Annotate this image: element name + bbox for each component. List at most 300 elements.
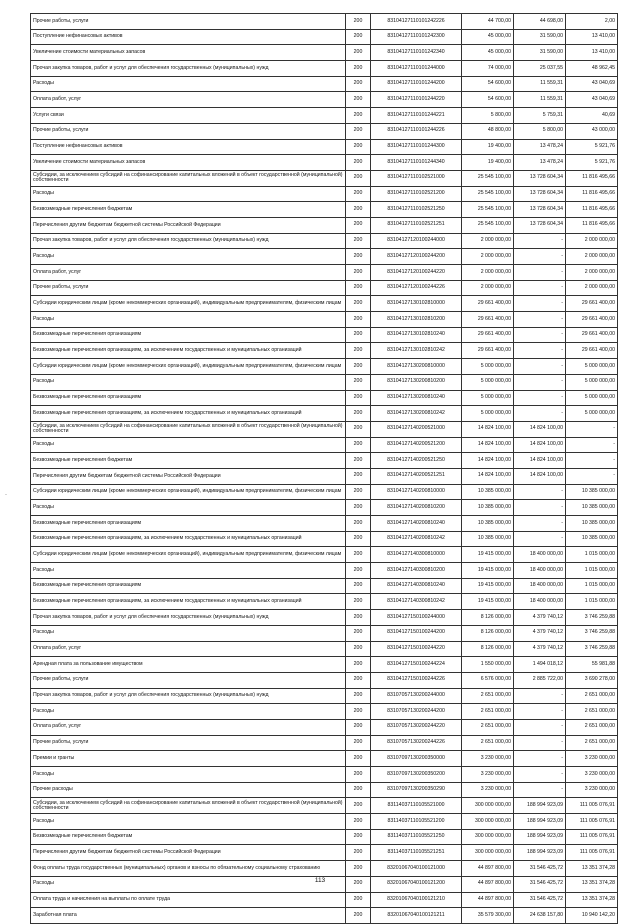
row-unexecuted: 11 816 495,66 (566, 170, 618, 186)
row-code: 200 (346, 108, 371, 124)
table-row (31, 45, 618, 61)
row-executed: 18 400 000,00 (514, 547, 566, 563)
row-executed: - (514, 406, 566, 422)
row-name: Прочие работы, услуги (31, 735, 346, 751)
row-unexecuted: 11 816 495,66 (566, 217, 618, 233)
row-code: 200 (346, 798, 371, 814)
row-kbk: 83104127140200521250 (371, 453, 462, 469)
row-kbk: 83104127120100244000 (371, 233, 462, 249)
row-approved: 300 000 000,00 (462, 845, 514, 861)
row-code: 200 (346, 296, 371, 312)
table-row (31, 798, 618, 814)
row-name: Расходы (31, 625, 346, 641)
row-executed: - (514, 688, 566, 704)
row-unexecuted: 3 746 259,88 (566, 610, 618, 626)
row-approved: 1 550 000,00 (462, 657, 514, 673)
row-kbk: 83201067040100121211 (371, 908, 462, 924)
row-name: Субсидии, за исключением субсидий на софинансирование капитальных вложений в объект государственной (муниципальной) собственности (31, 170, 346, 186)
row-approved: 5 000 000,00 (462, 359, 514, 375)
row-unexecuted: 5 000 000,00 (566, 359, 618, 375)
row-kbk: 83201067040100121210 (371, 892, 462, 908)
row-approved: 6 576 000,00 (462, 672, 514, 688)
row-code: 200 (346, 563, 371, 579)
row-executed: 4 379 740,12 (514, 641, 566, 657)
row-name: Безвозмездные перечисления бюджетам (31, 202, 346, 218)
row-name: Субсидии, за исключением субсидий на софинансирование капитальных вложений в объект государственной (муниципальной) собственности (31, 798, 346, 814)
table-row (31, 296, 618, 312)
row-code: 200 (346, 767, 371, 783)
row-name: Арендная плата за пользование имуществом (31, 657, 346, 673)
row-unexecuted: 10 385 000,00 (566, 500, 618, 516)
row-executed: - (514, 735, 566, 751)
row-unexecuted: 1 015 000,00 (566, 594, 618, 610)
table-row (31, 186, 618, 202)
row-executed: - (514, 531, 566, 547)
row-approved: 19 415 000,00 (462, 594, 514, 610)
row-kbk: 83107097130200350200 (371, 767, 462, 783)
row-unexecuted: 2 000 000,00 (566, 233, 618, 249)
row-code: 200 (346, 14, 371, 30)
row-kbk: 83104127110102521250 (371, 202, 462, 218)
row-executed: 31 590,00 (514, 29, 566, 45)
row-name: Безвозмездные перечисления бюджетам (31, 453, 346, 469)
row-executed: - (514, 484, 566, 500)
row-code: 200 (346, 719, 371, 735)
row-approved: 2 000 000,00 (462, 249, 514, 265)
table-row (31, 672, 618, 688)
row-kbk: 83104127130200810000 (371, 359, 462, 375)
row-approved: 8 126 000,00 (462, 641, 514, 657)
row-unexecuted: 48 962,45 (566, 61, 618, 77)
row-approved: 25 545 100,00 (462, 202, 514, 218)
row-code: 200 (346, 217, 371, 233)
row-name: Прочие расходы (31, 782, 346, 798)
table-row (31, 202, 618, 218)
row-kbk: 83104127120100244220 (371, 265, 462, 281)
table-body (31, 14, 618, 924)
row-code: 200 (346, 45, 371, 61)
row-code: 200 (346, 468, 371, 484)
table-row (31, 170, 618, 186)
row-unexecuted: 13 351 374,28 (566, 861, 618, 877)
row-unexecuted: 5 000 000,00 (566, 390, 618, 406)
row-executed: 188 994 923,09 (514, 829, 566, 845)
row-approved: 5 000 000,00 (462, 374, 514, 390)
row-unexecuted: 5 000 000,00 (566, 406, 618, 422)
table-row (31, 625, 618, 641)
row-name: Прочая закупка товаров, работ и услуг для обеспечения государственных (муниципальных) нужд (31, 610, 346, 626)
row-approved: 10 385 000,00 (462, 484, 514, 500)
row-name: Расходы (31, 76, 346, 92)
row-approved: 2 651 000,00 (462, 688, 514, 704)
row-code: 200 (346, 92, 371, 108)
row-name: Расходы (31, 249, 346, 265)
row-kbk: 83114037110105521200 (371, 814, 462, 830)
row-code: 200 (346, 829, 371, 845)
row-approved: 74 000,00 (462, 61, 514, 77)
row-code: 200 (346, 876, 371, 892)
row-unexecuted: 2 651 000,00 (566, 735, 618, 751)
row-kbk: 83104127140200810242 (371, 531, 462, 547)
row-code: 200 (346, 327, 371, 343)
row-kbk: 83104127130200810242 (371, 406, 462, 422)
row-executed: 188 994 923,09 (514, 845, 566, 861)
table-row (31, 249, 618, 265)
row-name: Оплата работ, услуг (31, 265, 346, 281)
row-kbk: 83104127140300810000 (371, 547, 462, 563)
row-unexecuted: 1 015 000,00 (566, 578, 618, 594)
table-row (31, 108, 618, 124)
row-executed: 31 546 425,72 (514, 876, 566, 892)
row-approved: 2 000 000,00 (462, 265, 514, 281)
row-approved: 8 126 000,00 (462, 625, 514, 641)
row-approved: 300 000 000,00 (462, 798, 514, 814)
row-code: 200 (346, 421, 371, 437)
row-name: Оплата работ, услуг (31, 92, 346, 108)
row-unexecuted: - (566, 421, 618, 437)
row-approved: 45 000,00 (462, 29, 514, 45)
row-kbk: 83107097130200350290 (371, 782, 462, 798)
table-row (31, 92, 618, 108)
row-approved: 44 897 800,00 (462, 861, 514, 877)
row-kbk: 83104127130200810200 (371, 374, 462, 390)
row-approved: 2 651 000,00 (462, 704, 514, 720)
table-row (31, 719, 618, 735)
row-approved: 2 651 000,00 (462, 719, 514, 735)
row-kbk: 83107097130200350000 (371, 751, 462, 767)
row-executed: - (514, 719, 566, 735)
row-unexecuted: 43 040,69 (566, 76, 618, 92)
row-code: 200 (346, 155, 371, 171)
table-row (31, 845, 618, 861)
row-code: 200 (346, 170, 371, 186)
row-kbk: 83104127120100244226 (371, 280, 462, 296)
row-unexecuted: 2 000 000,00 (566, 280, 618, 296)
row-kbk: 83104127130200810240 (371, 390, 462, 406)
row-unexecuted: 13 410,00 (566, 29, 618, 45)
row-unexecuted: 2 651 000,00 (566, 688, 618, 704)
row-unexecuted: 3 746 259,88 (566, 625, 618, 641)
row-unexecuted: 10 940 142,20 (566, 908, 618, 924)
row-name: Перечисления другим бюджетам бюджетной системы Российской Федерации (31, 468, 346, 484)
row-unexecuted: 5 000 000,00 (566, 374, 618, 390)
row-executed: 14 824 100,00 (514, 437, 566, 453)
row-name: Субсидии юридическим лицам (кроме некоммерческих организаций), индивидуальным предпринимателям, физическим лицам (31, 296, 346, 312)
row-code: 200 (346, 374, 371, 390)
table-row (31, 861, 618, 877)
row-approved: 5 800,00 (462, 108, 514, 124)
row-executed: 11 559,31 (514, 92, 566, 108)
row-approved: 2 000 000,00 (462, 280, 514, 296)
row-name: Субсидии юридическим лицам (кроме некоммерческих организаций), индивидуальным предпринимателям, физическим лицам (31, 359, 346, 375)
row-kbk: 83104127150100244220 (371, 641, 462, 657)
row-executed: 25 037,55 (514, 61, 566, 77)
table-row (31, 343, 618, 359)
row-kbk: 83104127110101244226 (371, 123, 462, 139)
table-row (31, 641, 618, 657)
row-name: Субсидии юридическим лицам (кроме некоммерческих организаций), индивидуальным предпринимателям, физическим лицам (31, 484, 346, 500)
row-kbk: 83104127140300810240 (371, 578, 462, 594)
row-unexecuted: 2,00 (566, 14, 618, 30)
row-unexecuted: 2 000 000,00 (566, 265, 618, 281)
table-row (31, 468, 618, 484)
row-executed: 14 824 100,00 (514, 421, 566, 437)
row-approved: 300 000 000,00 (462, 829, 514, 845)
table-row (31, 265, 618, 281)
row-code: 200 (346, 312, 371, 328)
row-name: Оплата труда и начисления на выплаты по оплате труда (31, 892, 346, 908)
table-row (31, 280, 618, 296)
row-unexecuted: - (566, 437, 618, 453)
row-kbk: 83114037110105521000 (371, 798, 462, 814)
row-executed: - (514, 374, 566, 390)
row-executed: - (514, 704, 566, 720)
table-row (31, 610, 618, 626)
row-executed: 18 400 000,00 (514, 563, 566, 579)
row-approved: 2 000 000,00 (462, 233, 514, 249)
row-kbk: 83104127140200521000 (371, 421, 462, 437)
row-kbk: 83107057130200244200 (371, 704, 462, 720)
row-executed: 44 698,00 (514, 14, 566, 30)
row-code: 200 (346, 484, 371, 500)
row-unexecuted: 2 651 000,00 (566, 704, 618, 720)
row-code: 200 (346, 500, 371, 516)
row-kbk: 83107057130200244220 (371, 719, 462, 735)
row-name: Субсидии, за исключением субсидий на софинансирование капитальных вложений в объект государственной (муниципальной) собственности (31, 421, 346, 437)
row-executed: - (514, 327, 566, 343)
row-name: Услуги связи (31, 108, 346, 124)
table-row (31, 767, 618, 783)
row-executed: 5 759,31 (514, 108, 566, 124)
row-approved: 3 230 000,00 (462, 751, 514, 767)
row-executed: 13 728 604,34 (514, 186, 566, 202)
row-kbk: 83104127110101242340 (371, 45, 462, 61)
row-unexecuted: 1 015 000,00 (566, 563, 618, 579)
row-unexecuted: 111 005 076,91 (566, 798, 618, 814)
row-approved: 25 545 100,00 (462, 170, 514, 186)
row-kbk: 83104127130102810200 (371, 312, 462, 328)
row-executed: - (514, 516, 566, 532)
row-kbk: 83104127140300810242 (371, 594, 462, 610)
row-executed: - (514, 312, 566, 328)
table-row (31, 829, 618, 845)
row-approved: 300 000 000,00 (462, 814, 514, 830)
table-row (31, 76, 618, 92)
row-executed: 4 379 740,12 (514, 625, 566, 641)
row-approved: 44 897 800,00 (462, 876, 514, 892)
row-code: 200 (346, 265, 371, 281)
row-kbk: 83104127150100244000 (371, 610, 462, 626)
table-row (31, 516, 618, 532)
row-code: 200 (346, 547, 371, 563)
table-row (31, 688, 618, 704)
row-executed: 31 590,00 (514, 45, 566, 61)
row-approved: 19 415 000,00 (462, 547, 514, 563)
table-row (31, 782, 618, 798)
row-unexecuted: 40,69 (566, 108, 618, 124)
row-unexecuted: 29 661 400,00 (566, 327, 618, 343)
row-unexecuted: 29 661 400,00 (566, 343, 618, 359)
row-kbk: 83104127140200810240 (371, 516, 462, 532)
row-approved: 2 651 000,00 (462, 735, 514, 751)
table-row (31, 547, 618, 563)
row-executed: 14 824 100,00 (514, 468, 566, 484)
row-kbk: 83107057130200244226 (371, 735, 462, 751)
row-name: Расходы (31, 814, 346, 830)
row-unexecuted: 10 385 000,00 (566, 484, 618, 500)
table-row (31, 531, 618, 547)
row-executed: 24 638 157,80 (514, 908, 566, 924)
row-code: 200 (346, 76, 371, 92)
row-kbk: 83104127110102521000 (371, 170, 462, 186)
row-code: 200 (346, 249, 371, 265)
row-code: 200 (346, 186, 371, 202)
table-row (31, 484, 618, 500)
row-unexecuted: 55 981,88 (566, 657, 618, 673)
row-approved: 48 800,00 (462, 123, 514, 139)
row-name: Расходы (31, 186, 346, 202)
row-executed: - (514, 500, 566, 516)
row-approved: 25 545 100,00 (462, 186, 514, 202)
row-unexecuted: - (566, 453, 618, 469)
row-kbk: 83104127110101244000 (371, 61, 462, 77)
table-row (31, 312, 618, 328)
row-name: Безвозмездные перечисления организациям (31, 390, 346, 406)
row-name: Оплата работ, услуг (31, 641, 346, 657)
table-row (31, 61, 618, 77)
margin-mark: · (5, 492, 7, 498)
row-approved: 44 700,00 (462, 14, 514, 30)
row-code: 200 (346, 453, 371, 469)
table-row (31, 735, 618, 751)
table-row (31, 359, 618, 375)
row-approved: 10 385 000,00 (462, 516, 514, 532)
row-unexecuted: - (566, 468, 618, 484)
row-executed: - (514, 359, 566, 375)
row-executed: 18 400 000,00 (514, 594, 566, 610)
row-code: 200 (346, 908, 371, 924)
row-approved: 10 385 000,00 (462, 500, 514, 516)
table-row (31, 453, 618, 469)
table-row (31, 892, 618, 908)
table-row (31, 233, 618, 249)
row-name: Расходы (31, 704, 346, 720)
row-executed: 4 379 740,12 (514, 610, 566, 626)
table-row (31, 421, 618, 437)
row-code: 200 (346, 123, 371, 139)
row-name: Прочие работы, услуги (31, 14, 346, 30)
row-name: Субсидии юридическим лицам (кроме некоммерческих организаций), индивидуальным предпринимателям, физическим лицам (31, 547, 346, 563)
row-name: Поступление нефинансовых активов (31, 139, 346, 155)
row-name: Расходы (31, 312, 346, 328)
row-unexecuted: 111 005 076,91 (566, 829, 618, 845)
row-unexecuted: 5 921,76 (566, 139, 618, 155)
row-code: 200 (346, 437, 371, 453)
row-name: Безвозмездные перечисления организациям, за исключением государственных и муниципальных организаций (31, 343, 346, 359)
row-name: Безвозмездные перечисления организациям (31, 578, 346, 594)
row-approved: 3 230 000,00 (462, 782, 514, 798)
row-name: Увеличение стоимости материальных запасов (31, 155, 346, 171)
row-name: Прочие работы, услуги (31, 123, 346, 139)
table-row (31, 390, 618, 406)
row-approved: 19 400,00 (462, 155, 514, 171)
row-code: 200 (346, 610, 371, 626)
row-code: 200 (346, 29, 371, 45)
row-unexecuted: 43 000,00 (566, 123, 618, 139)
row-executed: - (514, 280, 566, 296)
row-approved: 5 000 000,00 (462, 390, 514, 406)
row-unexecuted: 11 816 495,66 (566, 186, 618, 202)
row-kbk: 83104127140200521251 (371, 468, 462, 484)
row-name: Прочие работы, услуги (31, 280, 346, 296)
row-approved: 19 415 000,00 (462, 578, 514, 594)
row-unexecuted: 2 000 000,00 (566, 249, 618, 265)
row-executed: - (514, 390, 566, 406)
row-unexecuted: 3 230 000,00 (566, 767, 618, 783)
row-executed: - (514, 249, 566, 265)
row-executed: 13 728 604,34 (514, 170, 566, 186)
row-kbk: 83201067040100121000 (371, 861, 462, 877)
row-kbk: 83104127110101242226 (371, 14, 462, 30)
row-approved: 25 545 100,00 (462, 217, 514, 233)
table-row (31, 374, 618, 390)
row-name: Поступление нефинансовых активов (31, 29, 346, 45)
row-unexecuted: 3 690 278,00 (566, 672, 618, 688)
table-row (31, 563, 618, 579)
row-name: Увеличение стоимости материальных запасов (31, 45, 346, 61)
row-code: 200 (346, 531, 371, 547)
row-code: 200 (346, 751, 371, 767)
row-approved: 8 126 000,00 (462, 610, 514, 626)
row-code: 200 (346, 625, 371, 641)
row-kbk: 83104127110101244200 (371, 76, 462, 92)
row-approved: 10 385 000,00 (462, 531, 514, 547)
table-row (31, 406, 618, 422)
row-code: 200 (346, 61, 371, 77)
row-kbk: 83104127140200810200 (371, 500, 462, 516)
row-unexecuted: 13 410,00 (566, 45, 618, 61)
row-kbk: 83104127130102810000 (371, 296, 462, 312)
row-code: 200 (346, 814, 371, 830)
row-name: Перечисления другим бюджетам бюджетной системы Российской Федерации (31, 845, 346, 861)
row-kbk: 83104127110101244340 (371, 155, 462, 171)
row-kbk: 83104127110102521200 (371, 186, 462, 202)
row-executed: 5 800,00 (514, 123, 566, 139)
table-row (31, 327, 618, 343)
row-approved: 14 824 100,00 (462, 437, 514, 453)
row-kbk: 83104127120100244200 (371, 249, 462, 265)
row-kbk: 83104127150100244226 (371, 672, 462, 688)
row-executed: 2 885 722,00 (514, 672, 566, 688)
row-executed: - (514, 343, 566, 359)
row-kbk: 83104127130102810242 (371, 343, 462, 359)
row-approved: 5 000 000,00 (462, 406, 514, 422)
row-name: Оплата работ, услуг (31, 719, 346, 735)
row-kbk: 83104127110102521251 (371, 217, 462, 233)
row-unexecuted: 3 230 000,00 (566, 751, 618, 767)
row-name: Перечисления другим бюджетам бюджетной системы Российской Федерации (31, 217, 346, 233)
row-executed: - (514, 233, 566, 249)
row-kbk: 83104127110101244220 (371, 92, 462, 108)
row-executed: - (514, 265, 566, 281)
row-unexecuted: 11 816 495,66 (566, 202, 618, 218)
row-approved: 14 824 100,00 (462, 453, 514, 469)
row-kbk: 83114037110105521250 (371, 829, 462, 845)
row-approved: 14 824 100,00 (462, 468, 514, 484)
row-unexecuted: 13 351 374,28 (566, 876, 618, 892)
row-name: Расходы (31, 374, 346, 390)
row-name: Прочие работы, услуги (31, 672, 346, 688)
